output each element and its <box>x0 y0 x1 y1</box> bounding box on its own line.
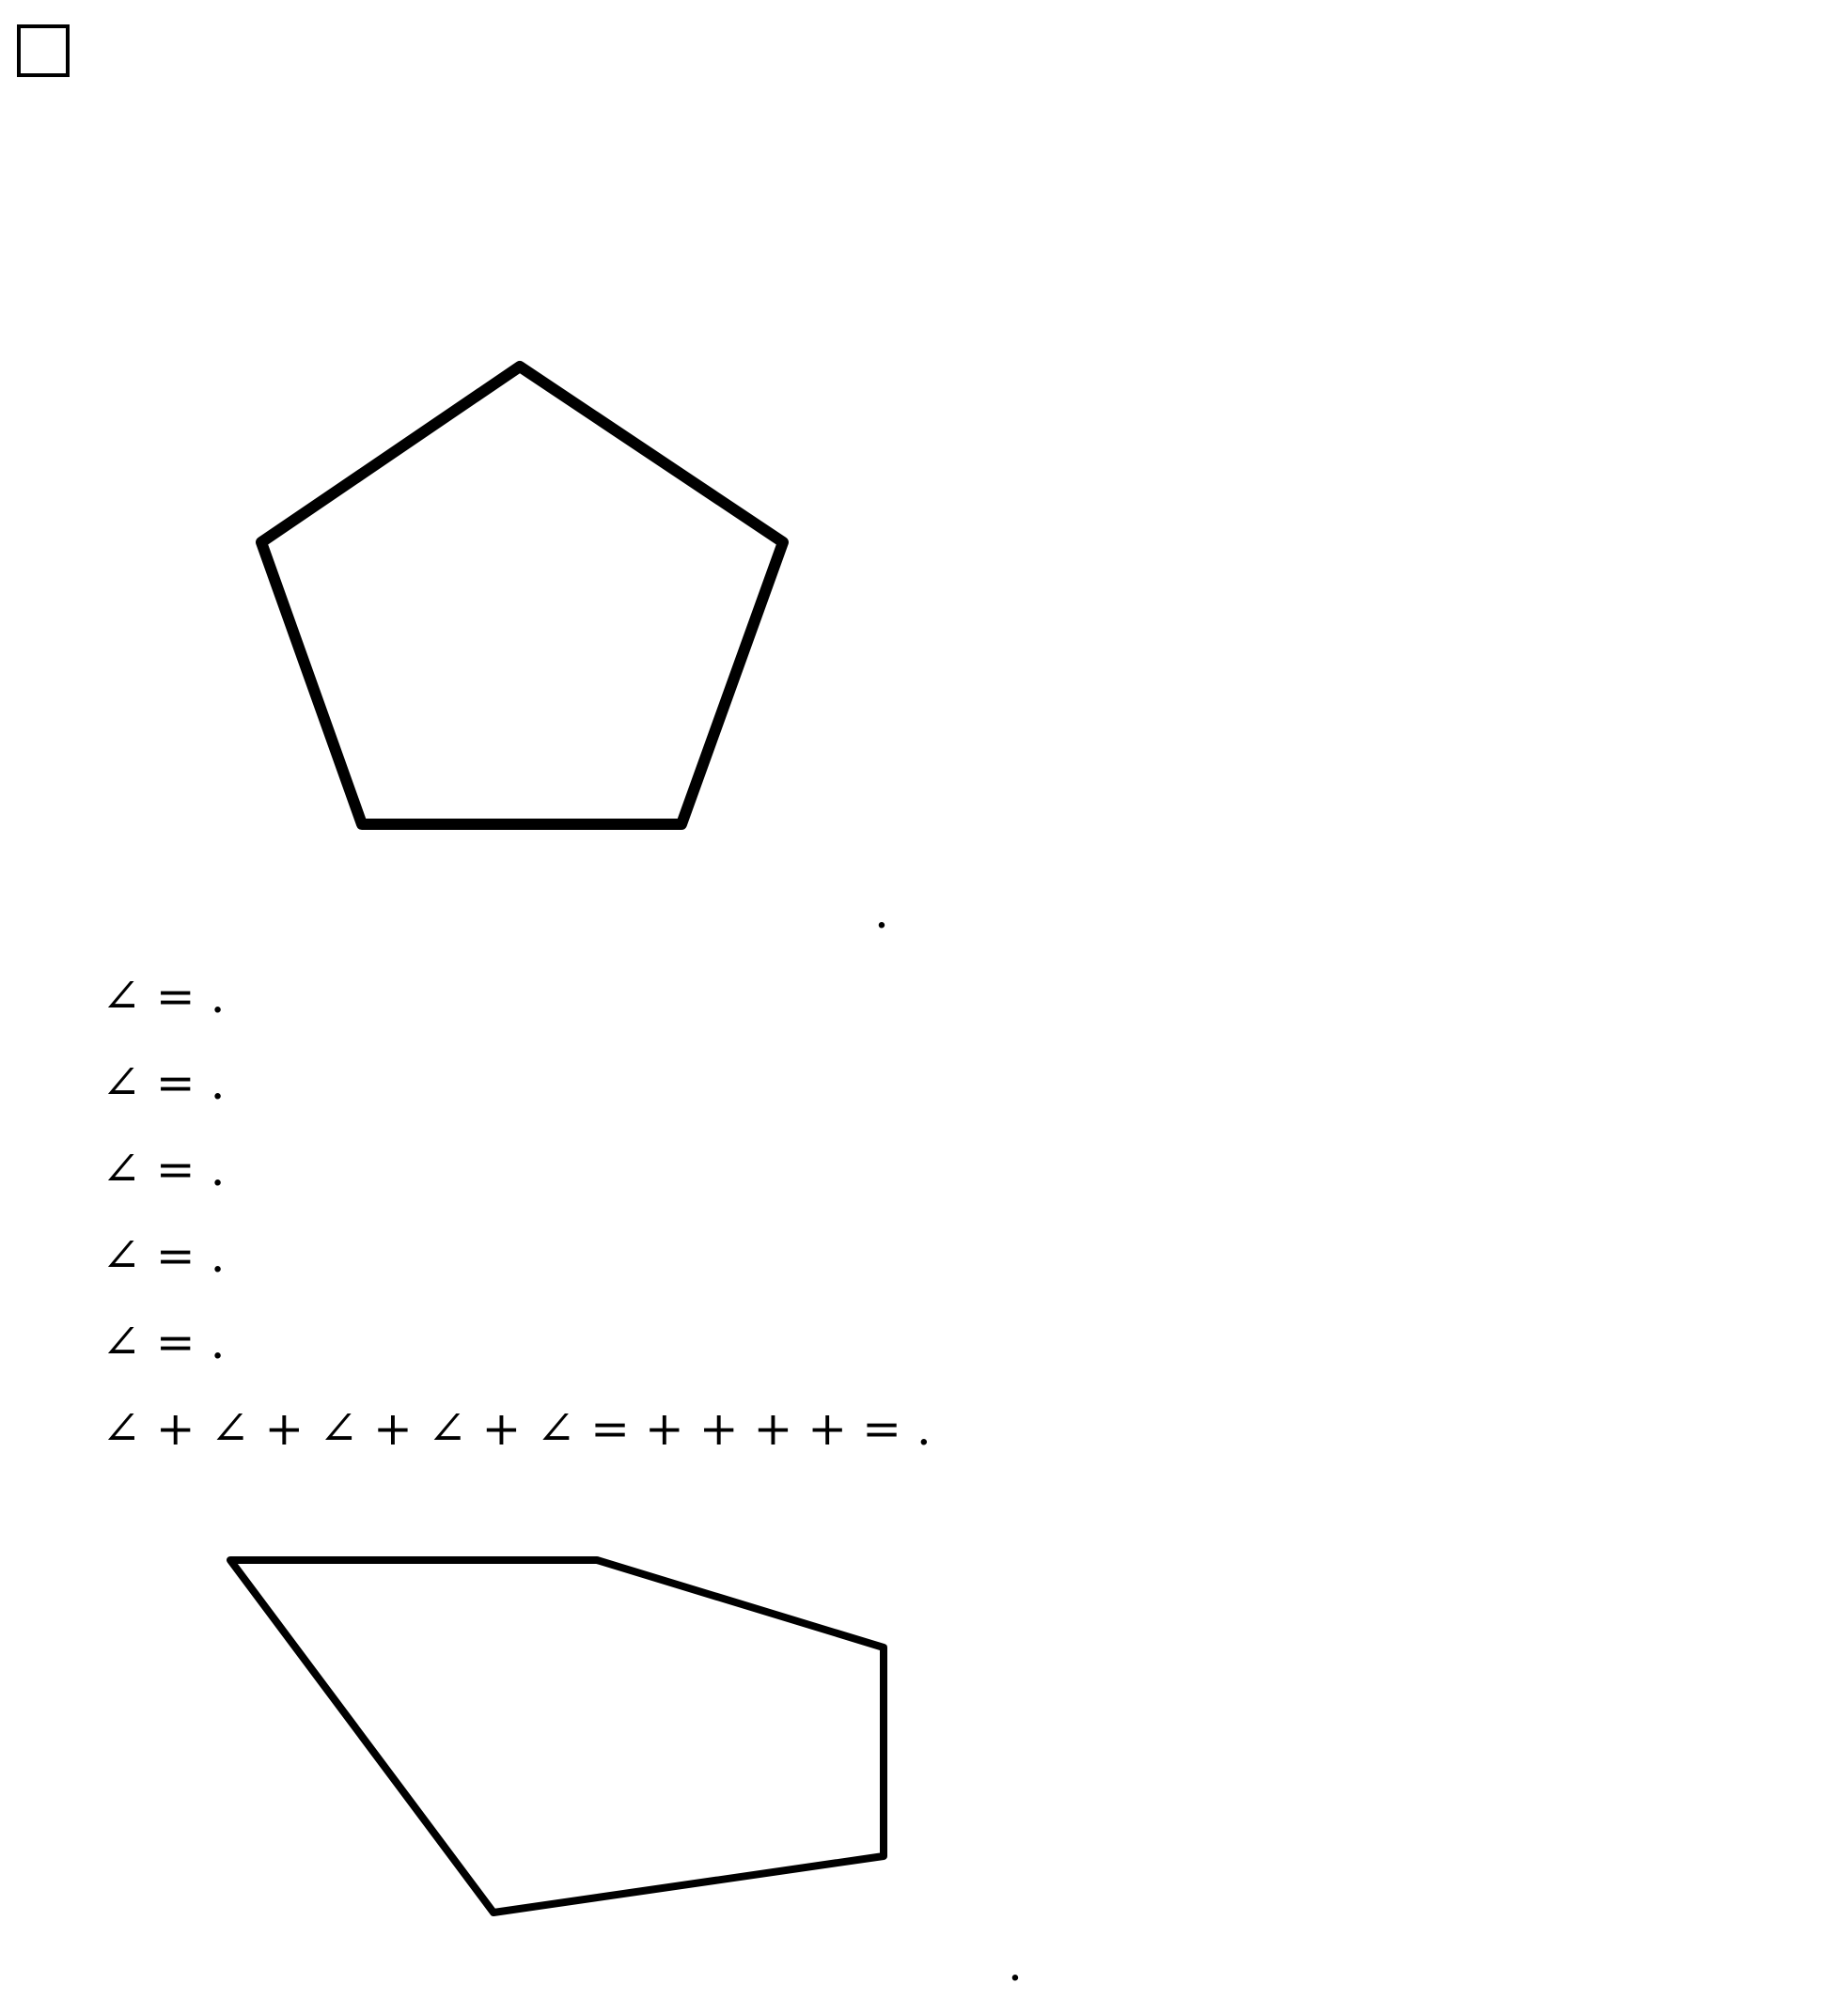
angle-sum-line: ∠ + ∠ + ∠ + ∠ + ∠ = + + + + = . <box>102 1401 932 1456</box>
pentagon-figure-b <box>164 1494 1015 1990</box>
angle-line-a: ∠ = . <box>102 969 226 1023</box>
part-a-period: . <box>874 884 889 939</box>
angle-line-b: ∠ = . <box>102 1055 226 1110</box>
part-b-period: . <box>1008 1937 1023 1991</box>
pentagon-a <box>261 367 783 824</box>
pentagon-b <box>230 1560 884 1913</box>
angle-line-e: ∠ = . <box>102 1315 226 1369</box>
problem-number <box>17 24 70 77</box>
pentagon-figure-a <box>160 301 884 930</box>
angle-line-d: ∠ = . <box>102 1228 226 1283</box>
angle-line-c: ∠ = . <box>102 1142 226 1196</box>
